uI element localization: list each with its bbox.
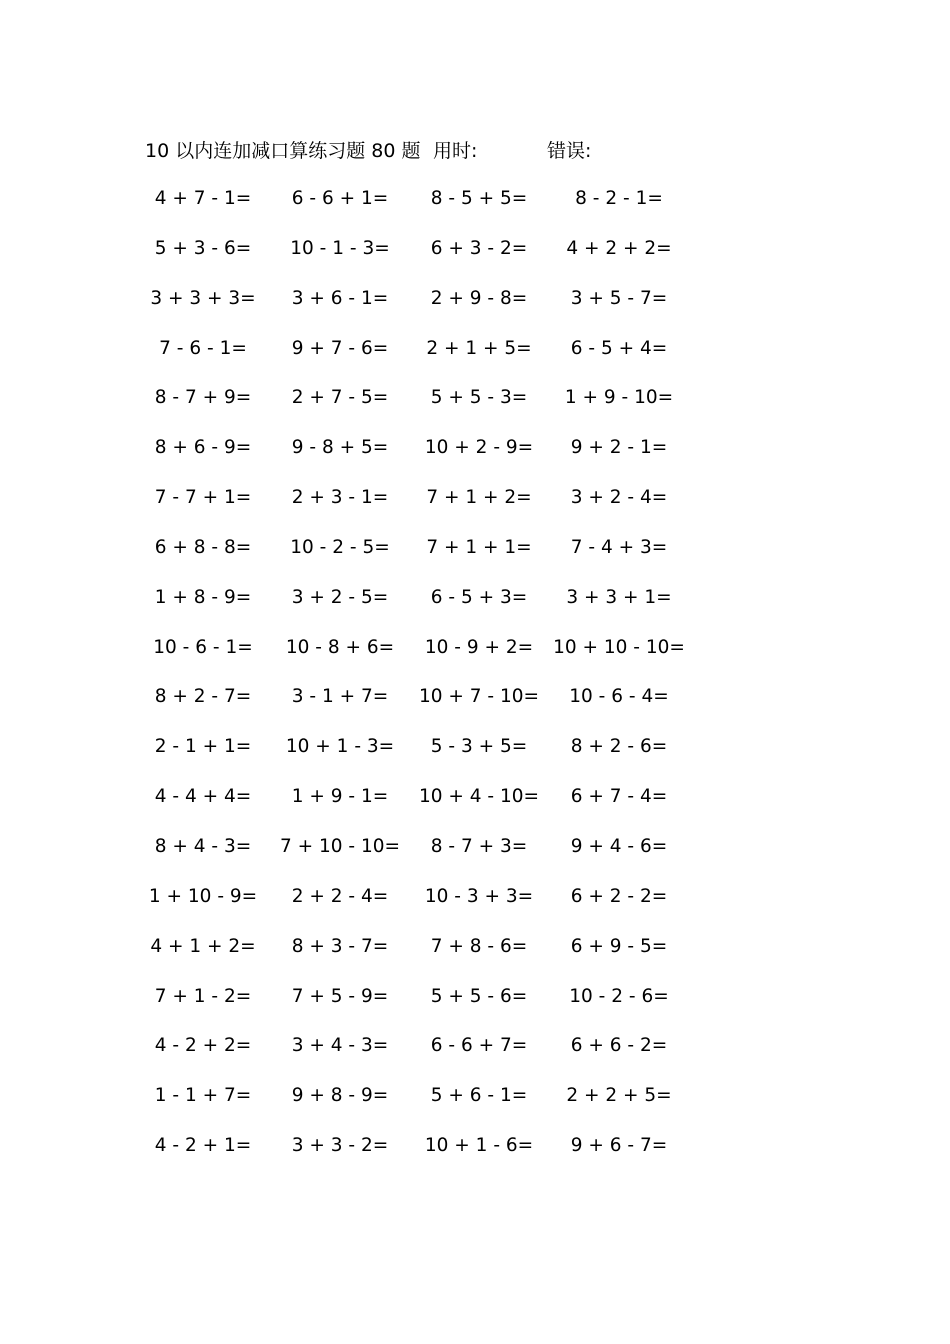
math-problem: 8 + 6 - 9=: [154, 437, 252, 459]
problem-row: [0, 1133, 950, 1183]
error-label: 错误:: [547, 140, 592, 162]
math-problem: 3 + 5 - 7=: [570, 287, 668, 309]
math-problem: 6 + 6 - 2=: [570, 1035, 668, 1057]
problem-row: [0, 635, 950, 685]
problem-row: [0, 934, 950, 984]
math-problem: 6 - 5 + 4=: [570, 337, 668, 359]
math-problem: 7 + 1 - 2=: [154, 985, 252, 1007]
math-problem: 2 + 1 + 5=: [426, 337, 532, 359]
math-problem: 1 - 1 + 7=: [154, 1085, 252, 1107]
math-problem: 5 + 6 - 1=: [430, 1085, 528, 1107]
math-problem: 2 + 9 - 8=: [430, 287, 528, 309]
problem-row: [0, 884, 950, 934]
math-problem: 3 + 3 + 3=: [150, 287, 256, 309]
problem-row: [0, 1083, 950, 1133]
math-problem: 6 - 6 + 1=: [291, 188, 389, 209]
math-problem: 10 + 7 - 10=: [418, 686, 540, 708]
problem-row: [0, 684, 950, 734]
math-problem: 3 + 2 - 5=: [291, 586, 389, 608]
math-problem: 2 + 2 - 4=: [291, 885, 389, 907]
worksheet-title: 10 以内连加减口算练习题 80 题: [145, 140, 421, 162]
math-problem: 2 + 2 + 5=: [566, 1085, 672, 1107]
math-problem: 4 + 2 + 2=: [566, 237, 672, 259]
math-problem: 9 + 4 - 6=: [570, 835, 668, 857]
math-problem: 6 - 5 + 3=: [430, 586, 528, 608]
math-problem: 9 + 2 - 1=: [570, 437, 668, 459]
math-problem: 3 + 3 - 2=: [291, 1135, 389, 1157]
math-problem: 8 - 2 - 1=: [575, 188, 663, 209]
math-problem: 3 + 4 - 3=: [291, 1035, 389, 1057]
worksheet-header: [145, 138, 845, 164]
math-problem: 10 + 4 - 10=: [418, 786, 540, 808]
problem-row: [0, 385, 950, 435]
math-problem: 7 + 10 - 10=: [279, 835, 401, 857]
math-problem: 10 - 6 - 4=: [569, 686, 669, 708]
problem-row: [0, 236, 950, 286]
math-problem: 10 + 1 - 3=: [285, 736, 395, 758]
math-problem: 10 - 6 - 1=: [153, 636, 253, 658]
math-problem: 8 + 4 - 3=: [154, 835, 252, 857]
problem-row: [0, 1033, 950, 1083]
math-problem: 7 - 7 + 1=: [154, 487, 252, 509]
math-problem: 9 + 6 - 7=: [570, 1135, 668, 1157]
problem-row: [0, 535, 950, 585]
math-problem: 5 + 5 - 3=: [430, 387, 528, 409]
problem-row: [0, 336, 950, 386]
math-problem: 10 - 8 + 6=: [285, 636, 395, 658]
problem-row: [0, 485, 950, 535]
math-problem: 10 + 2 - 9=: [424, 437, 534, 459]
math-problem: 5 - 3 + 5=: [430, 736, 528, 758]
math-problem: 8 - 7 + 3=: [430, 835, 528, 857]
math-problem: 6 - 6 + 7=: [430, 1035, 528, 1057]
math-problem: 6 + 2 - 2=: [570, 885, 668, 907]
math-problem: 2 + 7 - 5=: [291, 387, 389, 409]
math-problem: 6 + 3 - 2=: [430, 237, 528, 259]
math-problem: 8 - 7 + 9=: [154, 387, 252, 409]
math-problem: 2 + 3 - 1=: [291, 487, 389, 509]
math-problem: 8 - 5 + 5=: [430, 188, 528, 209]
math-problem: 7 + 8 - 6=: [430, 935, 528, 957]
math-problem: 5 + 3 - 6=: [154, 237, 252, 259]
math-problem: 1 + 8 - 9=: [154, 586, 252, 608]
problem-row: [0, 286, 950, 336]
time-label: 用时:: [433, 140, 478, 162]
math-problem: 7 + 5 - 9=: [291, 985, 389, 1007]
math-problem: 4 + 1 + 2=: [150, 935, 256, 957]
problem-row: [0, 834, 950, 884]
math-problem: 8 + 2 - 6=: [570, 736, 668, 758]
math-problem: 8 + 2 - 7=: [154, 686, 252, 708]
math-problem: 3 + 3 + 1=: [566, 586, 672, 608]
math-problem: 10 - 3 + 3=: [424, 885, 534, 907]
math-problem: 3 + 2 - 4=: [570, 487, 668, 509]
math-problem: 9 + 7 - 6=: [291, 337, 389, 359]
math-problem: 6 + 7 - 4=: [570, 786, 668, 808]
math-problem: 10 + 1 - 6=: [424, 1135, 534, 1157]
math-problem: 9 + 8 - 9=: [291, 1085, 389, 1107]
math-problem: 3 - 1 + 7=: [291, 686, 389, 708]
math-problem: 8 + 3 - 7=: [291, 935, 389, 957]
problem-row: [0, 186, 950, 236]
math-problem: 10 - 2 - 6=: [569, 985, 669, 1007]
math-problem: 9 - 8 + 5=: [291, 437, 389, 459]
math-problem: 7 + 1 + 2=: [426, 487, 532, 509]
math-problem: 10 - 1 - 3=: [290, 237, 390, 259]
math-problem: 1 + 10 - 9=: [148, 885, 258, 907]
problem-row: [0, 734, 950, 784]
math-problem: 10 - 9 + 2=: [424, 636, 534, 658]
math-problem: 1 + 9 - 10=: [564, 387, 674, 409]
math-problem: 7 + 1 + 1=: [426, 536, 532, 558]
problem-row: [0, 984, 950, 1034]
problem-row: [0, 435, 950, 485]
math-problem: 4 - 2 + 1=: [154, 1135, 252, 1157]
math-problem: 6 + 9 - 5=: [570, 935, 668, 957]
math-problem: 4 - 4 + 4=: [154, 786, 252, 808]
problem-grid: [0, 186, 950, 1183]
problem-row: [0, 784, 950, 834]
problem-row: [0, 585, 950, 635]
math-problem: 10 + 10 - 10=: [553, 636, 685, 658]
math-problem: 2 - 1 + 1=: [154, 736, 252, 758]
math-problem: 3 + 6 - 1=: [291, 287, 389, 309]
math-problem: 4 - 2 + 2=: [154, 1035, 252, 1057]
math-problem: 6 + 8 - 8=: [154, 536, 252, 558]
math-problem: 7 - 4 + 3=: [570, 536, 668, 558]
math-problem: 10 - 2 - 5=: [290, 536, 390, 558]
math-problem: 1 + 9 - 1=: [291, 786, 389, 808]
math-problem: 5 + 5 - 6=: [430, 985, 528, 1007]
math-problem: 7 - 6 - 1=: [159, 337, 247, 359]
math-problem: 4 + 7 - 1=: [154, 188, 252, 209]
